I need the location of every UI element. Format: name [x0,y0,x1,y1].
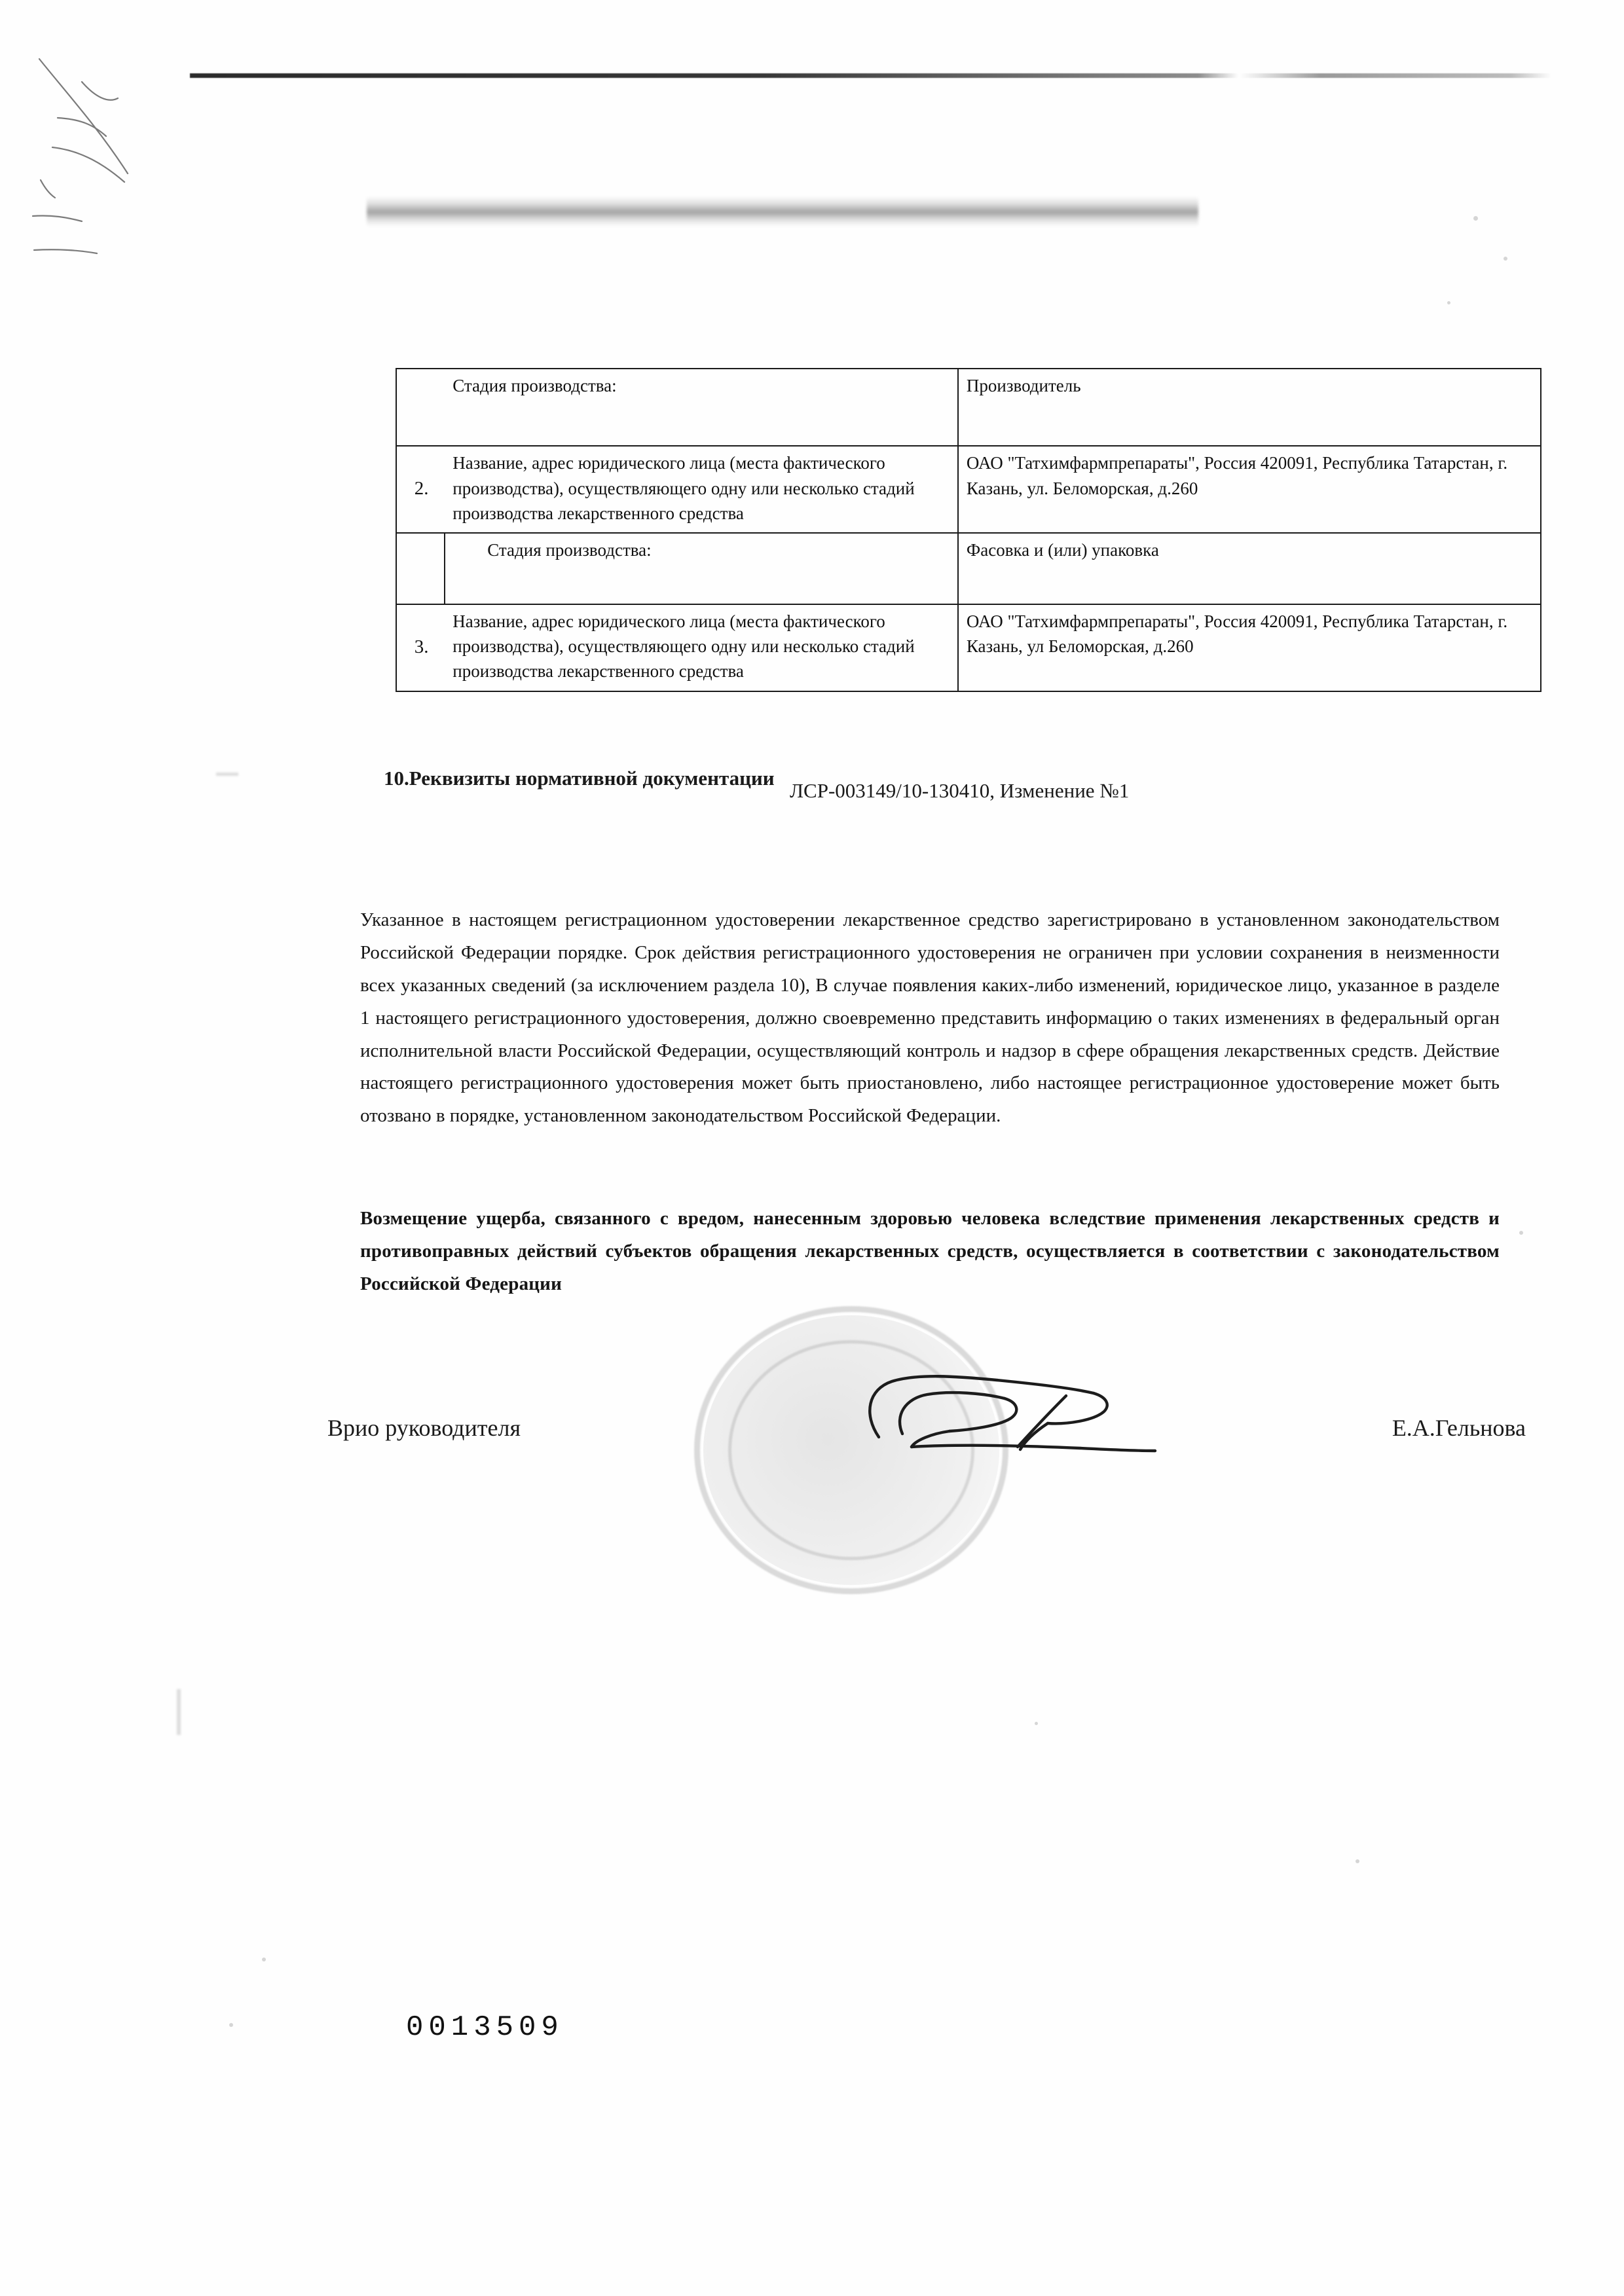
scan-smudge-artifact [367,196,1198,227]
section-10-registration-number: ЛСР-003149/10-130410, Изменение №1 [790,779,1130,802]
margin-streak-artifact [216,773,238,776]
row-number-cell: 2. [396,446,445,533]
legal-entity-label-cell: Название, адрес юридического лица (места фактического производства), осуществляющего одну или несколько стадий производства лекарственного средства [445,604,958,691]
stage-label-cell: Стадия производства: [445,533,958,604]
table-row [396,533,1541,604]
table-row [396,604,1541,691]
scan-speck [229,2023,233,2027]
scan-speck [1447,301,1450,304]
manufacturer-value-cell: ОАО "Татхимфармпрепараты", Россия 420091, Республика Татарстан, г. Казань, ул. Беломорская, д.260 [958,446,1541,533]
table-row [396,446,1541,533]
margin-streak-artifact [177,1689,181,1735]
section-10-normative-documentation [384,763,1536,803]
signer-role: Врио руководителя [327,1415,521,1441]
handwritten-margin-mark [20,20,216,282]
scan-speck [262,1958,266,1961]
manufacturer-header-cell: Производитель [958,369,1541,446]
stage-value-cell: Фасовка и (или) упаковка [958,533,1541,604]
manufacturing-stages-table [396,368,1541,692]
signer-name: Е.А.Гельнова [1392,1415,1526,1441]
table-row [396,369,1541,446]
scan-line-artifact [190,73,1552,78]
document-serial-number: 0013509 [406,2011,564,2044]
registration-terms-paragraph: Указанное в настоящем регистрационном удостоверении лекарственное средство зарегистрировано в установленном законодательством Российской Федерации порядке. Срок действия регистрационного удостоверения не ограничен при условии сохранения в неизменности всех указанных сведений (за исключением раздела 10), В случае появления каких-либо изменений, юридическое лицо, указанное в разделе 1 настоящего регистрационного удостоверения, должно своевременно представить информацию о таких изменениях в федеральный орган исполнительной власти Российской Федерации, осуществляющий контроль и надзор в сфере обращения лекарственных средств. Действие настоящего регистрационного удостоверения может быть приостановлено, либо настоящее регистрационное удостоверение может быть отозвано в порядке, установленном законодательством Российской Федерации. [360,909,1500,1127]
manufacturer-value-cell: ОАО "Татхимфармпрепараты", Россия 420091, Республика Татарстан, г. Казань, ул Беломорская, д.260 [958,604,1541,691]
legal-entity-label-cell: Название, адрес юридического лица (места фактического производства), осуществляющего одну или несколько стадий производства лекарственного средства [445,446,958,533]
scan-speck [1473,216,1478,221]
damages-compensation-paragraph: Возмещение ущерба, связанного с вредом, нанесенным здоровью человека вследствие применения лекарственных средств и противоправных действий субъектов обращения лекарственных средств, осуществляется в соответствии с законодательством Российской Федерации [360,1208,1500,1294]
row-number-cell [396,533,445,604]
stage-header-cell: Стадия производства: [445,369,958,446]
scan-speck [1035,1722,1038,1725]
scan-speck [1356,1859,1359,1863]
section-10-title: 10.Реквизиты нормативной документации [384,767,775,790]
row-number-cell [396,369,445,446]
scan-speck [1519,1231,1523,1235]
scan-speck [1504,257,1507,261]
signature-block [327,1414,1526,1473]
row-number-cell: 3. [396,604,445,691]
